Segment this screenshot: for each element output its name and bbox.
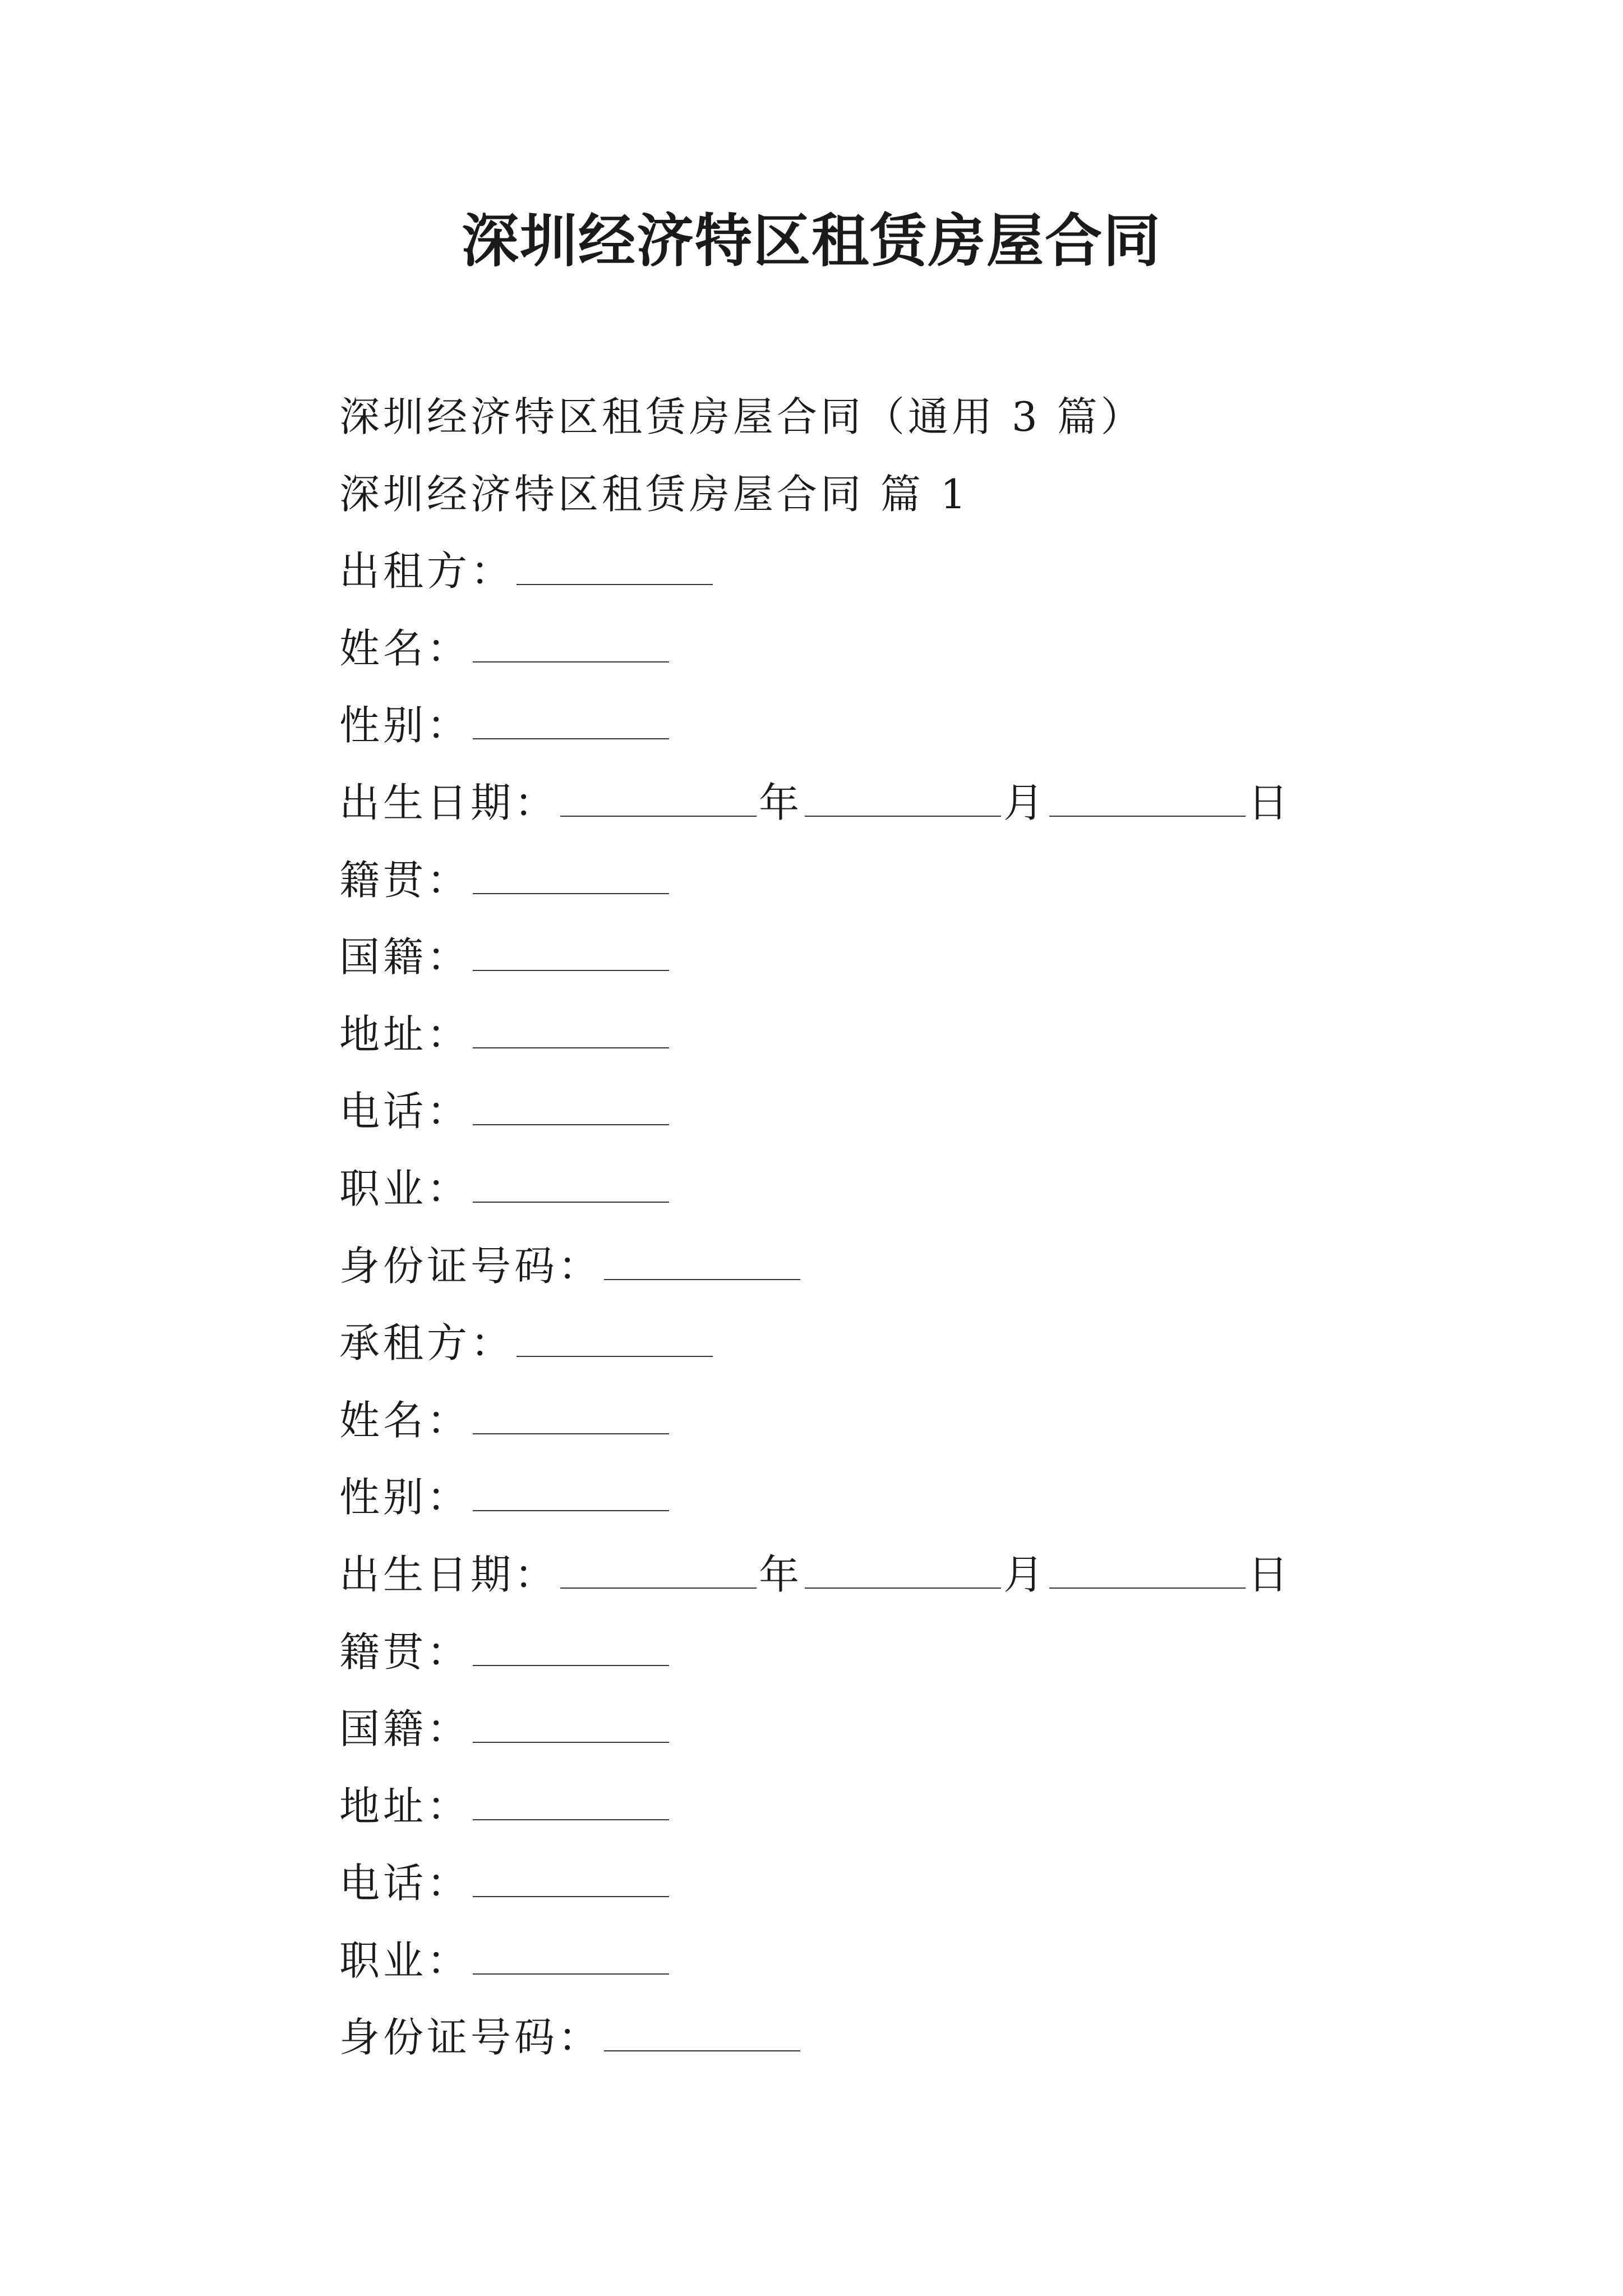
document-body xyxy=(339,379,1517,2077)
lessee-birth-year-blank[interactable] xyxy=(560,1554,757,1589)
lessor-occupation-line xyxy=(339,1151,1517,1228)
lessor-occupation-label: 职业： xyxy=(339,1165,471,1212)
lessor-birth-year-blank[interactable] xyxy=(560,782,757,817)
lessor-native-place-label: 籍贯： xyxy=(339,856,471,904)
lessee-native-place-label: 籍贯： xyxy=(339,1628,471,1676)
lessee-id-number-label: 身份证号码： xyxy=(339,2014,602,2062)
lessee-month-label: 月 xyxy=(1003,1550,1048,1598)
lessor-native-place-line xyxy=(339,842,1517,919)
lessor-id-number-blank[interactable] xyxy=(604,1245,800,1280)
lessee-address-blank[interactable] xyxy=(473,1786,669,1820)
lessee-name-line xyxy=(339,1382,1517,1460)
lessee-year-label: 年 xyxy=(759,1550,803,1598)
lessor-nationality-label: 国籍： xyxy=(339,933,471,981)
lessor-birth-date-label: 出生日期： xyxy=(339,779,559,826)
document-title: 深圳经济特区租赁房屋合同 xyxy=(462,208,1161,275)
lessee-phone-blank[interactable] xyxy=(473,1862,669,1897)
lessor-id-number-label: 身份证号码： xyxy=(339,1242,602,1290)
lessor-name-label: 姓名： xyxy=(339,624,471,672)
lessee-heading-label: 承租方： xyxy=(339,1319,515,1367)
lessor-heading-blank[interactable] xyxy=(517,550,713,585)
lessor-occupation-blank[interactable] xyxy=(473,1168,669,1203)
lessee-gender-line xyxy=(339,1459,1517,1536)
lessor-address-line xyxy=(339,996,1517,1074)
lessee-occupation-label: 职业： xyxy=(339,1936,471,1984)
lessee-nationality-label: 国籍： xyxy=(339,1705,471,1753)
section-heading: 深圳经济特区租赁房屋合同 篇 1 xyxy=(339,470,970,518)
lessor-day-label: 日 xyxy=(1248,779,1292,826)
lessor-address-blank[interactable] xyxy=(473,1014,669,1048)
lessor-heading-label: 出租方： xyxy=(339,547,515,595)
lessee-address-label: 地址： xyxy=(339,1782,471,1830)
lessee-native-place-line xyxy=(339,1614,1517,1691)
lessee-birth-date-label: 出生日期： xyxy=(339,1550,559,1598)
lessee-id-number-line xyxy=(339,1999,1517,2077)
lessor-month-label: 月 xyxy=(1003,779,1048,826)
lessor-phone-label: 电话： xyxy=(339,1088,471,1135)
lessee-nationality-blank[interactable] xyxy=(473,1708,669,1743)
lessee-phone-label: 电话： xyxy=(339,1860,471,1907)
lessee-name-blank[interactable] xyxy=(473,1400,669,1434)
lessor-birth-date-line xyxy=(339,765,1517,842)
lessee-birth-date-line xyxy=(339,1536,1517,1614)
lessee-address-line xyxy=(339,1768,1517,1846)
document-subtitle: 深圳经济特区租赁房屋合同（通用 3 篇） xyxy=(339,393,1145,440)
lessor-address-label: 地址： xyxy=(339,1010,471,1058)
lessee-occupation-blank[interactable] xyxy=(473,1940,669,1975)
lessee-occupation-line xyxy=(339,1922,1517,2000)
lessee-nationality-line xyxy=(339,1691,1517,1768)
lessor-phone-line xyxy=(339,1073,1517,1151)
lessee-birth-month-blank[interactable] xyxy=(805,1554,1001,1589)
lessor-gender-label: 性别： xyxy=(339,702,471,749)
lessor-native-place-blank[interactable] xyxy=(473,859,669,894)
lessor-birth-month-blank[interactable] xyxy=(805,782,1001,817)
lessor-gender-line xyxy=(339,687,1517,765)
lessee-gender-label: 性别： xyxy=(339,1474,471,1521)
lessee-phone-line xyxy=(339,1845,1517,1922)
lessor-nationality-blank[interactable] xyxy=(473,936,669,971)
lessee-day-label: 日 xyxy=(1248,1550,1292,1598)
lessor-nationality-line xyxy=(339,919,1517,996)
lessor-id-number-line xyxy=(339,1228,1517,1305)
lessor-name-line xyxy=(339,610,1517,688)
lessor-year-label: 年 xyxy=(759,779,803,826)
lessee-native-place-blank[interactable] xyxy=(473,1631,669,1666)
lessee-gender-blank[interactable] xyxy=(473,1476,669,1511)
lessor-phone-blank[interactable] xyxy=(473,1091,669,1125)
lessee-birth-day-blank[interactable] xyxy=(1049,1554,1246,1589)
lessee-heading-blank[interactable] xyxy=(517,1322,713,1357)
lessor-name-blank[interactable] xyxy=(473,628,669,662)
lessee-heading-line xyxy=(339,1305,1517,1382)
lessor-heading-line xyxy=(339,533,1517,610)
lessor-birth-day-blank[interactable] xyxy=(1049,782,1246,817)
lessor-gender-blank[interactable] xyxy=(473,705,669,739)
lessee-name-label: 姓名： xyxy=(339,1396,471,1444)
lessee-id-number-blank[interactable] xyxy=(604,2017,800,2051)
